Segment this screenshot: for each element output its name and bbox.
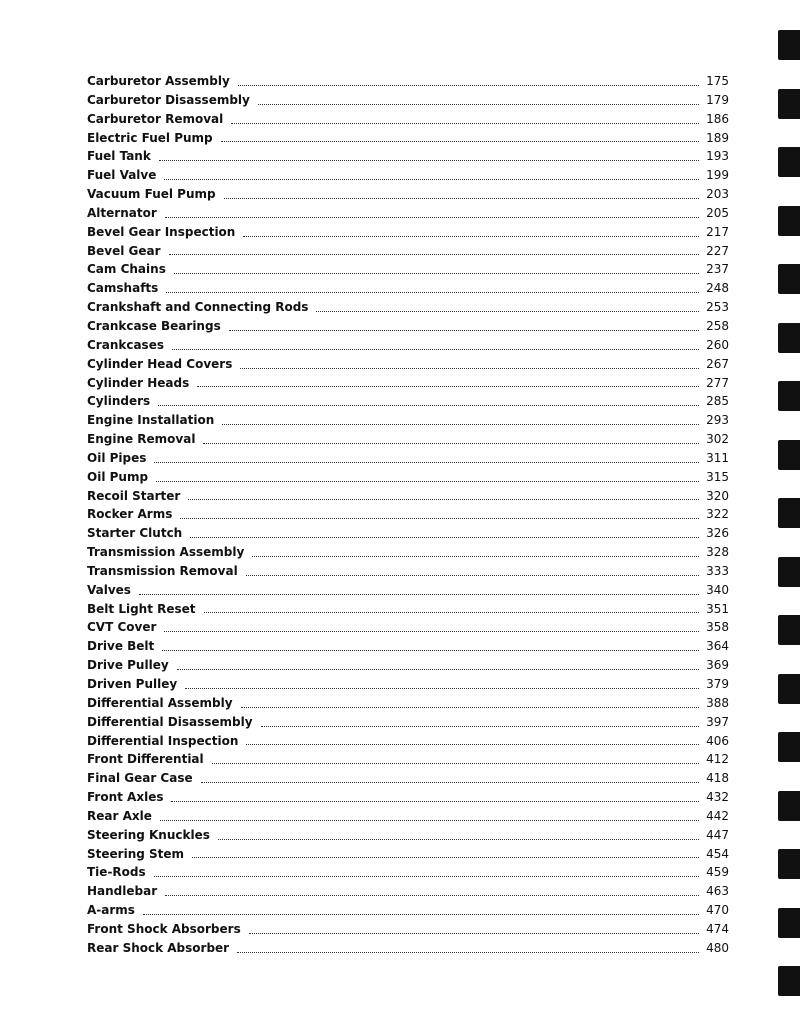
toc-entry-page-number: 237: [706, 262, 729, 277]
toc-entry[interactable]: [87, 581, 729, 600]
toc-entry[interactable]: [87, 732, 729, 751]
toc-entry-title: CVT Cover: [87, 620, 157, 635]
binding-hole: [778, 89, 800, 119]
binding-hole: [778, 732, 800, 762]
toc-entry[interactable]: [87, 411, 729, 430]
dot-leader: [162, 649, 699, 651]
toc-entry-page-number: 432: [706, 790, 729, 805]
toc-entry[interactable]: [87, 618, 729, 637]
toc-entry[interactable]: [87, 487, 729, 506]
toc-entry-title: Valves: [87, 582, 131, 597]
toc-entry[interactable]: [87, 260, 729, 279]
dot-leader: [249, 932, 699, 934]
toc-entry[interactable]: [87, 600, 729, 619]
dot-leader: [165, 216, 699, 218]
toc-entry[interactable]: [87, 430, 729, 449]
binding-hole: [778, 966, 800, 996]
toc-entry-page-number: 293: [706, 413, 729, 428]
dot-leader: [154, 875, 699, 877]
binding-hole: [778, 791, 800, 821]
toc-entry-title: Driven Pulley: [87, 677, 178, 691]
dot-leader: [316, 310, 699, 312]
binding-hole: [778, 908, 800, 938]
toc-entry[interactable]: [87, 826, 729, 845]
dot-leader: [204, 611, 699, 613]
toc-entry-page-number: 447: [706, 827, 729, 842]
toc-entry[interactable]: [87, 185, 729, 204]
binding-hole: [778, 206, 800, 236]
toc-entry[interactable]: [87, 204, 729, 223]
toc-entry-page-number: 364: [706, 639, 729, 654]
toc-entry[interactable]: [87, 788, 729, 807]
toc-entry-title: Differential Assembly: [87, 695, 233, 710]
toc-entry-title: Bevel Gear: [87, 243, 161, 258]
dot-leader: [246, 743, 699, 745]
dot-leader: [180, 517, 699, 519]
toc-entry[interactable]: [87, 317, 729, 336]
toc-entry-title: Alternator: [87, 205, 157, 220]
dot-leader: [252, 555, 699, 557]
toc-entry[interactable]: [87, 374, 729, 393]
dot-leader: [240, 367, 699, 369]
toc-entry-title: Crankshaft and Connecting Rods: [87, 300, 309, 315]
toc-entry-page-number: 205: [706, 205, 729, 220]
dot-leader: [166, 291, 699, 293]
dot-leader: [203, 442, 699, 444]
dot-leader: [229, 329, 699, 331]
toc-entry-title: Carburetor Assembly: [87, 74, 230, 88]
dot-leader: [171, 800, 699, 802]
dot-leader: [164, 630, 699, 632]
toc-entry-title: Drive Belt: [87, 639, 155, 654]
toc-entry[interactable]: [87, 901, 729, 920]
toc-entry-page-number: 379: [706, 677, 729, 691]
toc-entry-page-number: 311: [706, 450, 729, 465]
toc-entry[interactable]: [87, 863, 729, 882]
toc-entry-title: Belt Light Reset: [87, 601, 196, 616]
toc-entry[interactable]: [87, 336, 729, 355]
toc-entry[interactable]: [87, 769, 729, 788]
toc-entry-title: Fuel Valve: [87, 168, 157, 183]
binding-hole: [778, 615, 800, 645]
toc-entry-page-number: 175: [706, 74, 729, 88]
toc-entry-title: Engine Removal: [87, 432, 196, 447]
toc-entry-page-number: 369: [706, 658, 729, 673]
toc-entry-title: Cylinder Head Covers: [87, 356, 233, 371]
toc-entry-page-number: 302: [706, 432, 729, 447]
toc-entry-title: Engine Installation: [87, 413, 215, 428]
toc-entry[interactable]: [87, 279, 729, 298]
toc-entry-page-number: 320: [706, 488, 729, 503]
dot-leader: [192, 856, 699, 858]
dot-leader: [164, 178, 699, 180]
dot-leader: [156, 480, 699, 482]
binding-hole: [778, 30, 800, 60]
toc-entry[interactable]: [87, 694, 729, 713]
toc-entry[interactable]: [87, 675, 729, 694]
toc-entry[interactable]: [87, 713, 729, 732]
toc-entry-page-number: 463: [706, 884, 729, 899]
toc-entry-page-number: 258: [706, 318, 729, 333]
toc-entry-title: Steering Knuckles: [87, 827, 210, 842]
toc-entry[interactable]: [87, 562, 729, 581]
dot-leader: [258, 103, 699, 105]
dot-leader: [237, 951, 699, 953]
toc-entry-page-number: 326: [706, 526, 729, 541]
toc-entry-title: Differential Inspection: [87, 733, 239, 748]
toc-entry-title: Carburetor Removal: [87, 111, 224, 126]
toc-entry-page-number: 406: [706, 733, 729, 748]
toc-entry[interactable]: [87, 750, 729, 769]
dot-leader: [231, 122, 699, 124]
toc-entry[interactable]: [87, 91, 729, 110]
toc-entry[interactable]: [87, 845, 729, 864]
toc-entry-page-number: 480: [706, 940, 729, 955]
dot-leader: [188, 498, 699, 500]
toc-entry-page-number: 203: [706, 187, 729, 202]
toc-entry-page-number: 277: [706, 375, 729, 390]
binding-hole: [778, 557, 800, 587]
toc-entry-title: Carburetor Disassembly: [87, 92, 250, 107]
toc-entry-page-number: 217: [706, 224, 729, 239]
toc-entry[interactable]: [87, 882, 729, 901]
toc-entry-page-number: 227: [706, 243, 729, 258]
toc-entry[interactable]: [87, 505, 729, 524]
toc-entry-title: Transmission Removal: [87, 563, 238, 578]
spiral-binding: [774, 30, 800, 1030]
table-of-contents: [87, 72, 729, 958]
toc-entry-title: Oil Pump: [87, 469, 149, 484]
toc-entry[interactable]: [87, 147, 729, 166]
toc-entry-title: Steering Stem: [87, 846, 185, 861]
toc-entry[interactable]: [87, 524, 729, 543]
dot-leader: [154, 461, 699, 463]
toc-entry-title: Vacuum Fuel Pump: [87, 187, 216, 202]
toc-entry-title: Crankcase Bearings: [87, 318, 221, 333]
toc-entry-page-number: 322: [706, 507, 729, 522]
toc-entry-page-number: 358: [706, 620, 729, 635]
toc-entry-page-number: 179: [706, 92, 729, 107]
toc-entry-page-number: 260: [706, 337, 729, 352]
binding-hole: [778, 264, 800, 294]
toc-entry[interactable]: [87, 298, 729, 317]
binding-hole: [778, 147, 800, 177]
dot-leader: [185, 687, 699, 689]
toc-entry[interactable]: [87, 110, 729, 129]
toc-entry[interactable]: [87, 468, 729, 487]
toc-entry[interactable]: [87, 355, 729, 374]
toc-entry-page-number: 442: [706, 808, 729, 823]
toc-entry[interactable]: [87, 129, 729, 148]
dot-leader: [169, 253, 699, 255]
toc-entry-title: Starter Clutch: [87, 526, 183, 541]
dot-leader: [221, 140, 699, 142]
toc-entry-page-number: 351: [706, 601, 729, 616]
toc-entry[interactable]: [87, 656, 729, 675]
toc-entry-title: Front Shock Absorbers: [87, 921, 241, 936]
dot-leader: [238, 84, 699, 86]
dot-leader: [165, 894, 699, 896]
binding-hole: [778, 849, 800, 879]
toc-entry-page-number: 328: [706, 545, 729, 560]
toc-entry[interactable]: [87, 449, 729, 468]
toc-entry-page-number: 454: [706, 846, 729, 861]
toc-entry-page-number: 340: [706, 582, 729, 597]
dot-leader: [212, 762, 699, 764]
dot-leader: [174, 272, 699, 274]
toc-entry[interactable]: [87, 223, 729, 242]
dot-leader: [160, 819, 699, 821]
dot-leader: [190, 536, 699, 538]
toc-entry[interactable]: [87, 242, 729, 261]
dot-leader: [177, 668, 699, 670]
toc-entry-title: Tie-Rods: [87, 865, 146, 880]
toc-entry-title: Transmission Assembly: [87, 545, 245, 560]
toc-entry-title: Fuel Tank: [87, 149, 151, 164]
toc-entry-page-number: 315: [706, 469, 729, 484]
dot-leader: [246, 574, 699, 576]
toc-entry-title: Cylinders: [87, 394, 151, 409]
toc-entry-title: Drive Pulley: [87, 658, 169, 673]
toc-entry-page-number: 418: [706, 771, 729, 786]
toc-entry-title: Final Gear Case: [87, 771, 193, 786]
binding-hole: [778, 440, 800, 470]
dot-leader: [172, 348, 699, 350]
toc-entry-page-number: 470: [706, 903, 729, 918]
toc-entry-title: Front Axles: [87, 790, 164, 805]
dot-leader: [241, 706, 699, 708]
toc-entry-title: Front Differential: [87, 752, 204, 767]
toc-entry[interactable]: [87, 72, 729, 91]
toc-entry-title: Rear Axle: [87, 808, 152, 823]
toc-entry-page-number: 333: [706, 563, 729, 578]
toc-entry-page-number: 267: [706, 356, 729, 371]
toc-entry-title: Bevel Gear Inspection: [87, 224, 236, 239]
dot-leader: [261, 725, 699, 727]
toc-entry-title: Rocker Arms: [87, 507, 173, 522]
toc-entry-page-number: 474: [706, 921, 729, 936]
toc-entry-page-number: 412: [706, 752, 729, 767]
toc-entry-title: Differential Disassembly: [87, 714, 253, 729]
toc-entry-title: Handlebar: [87, 884, 158, 899]
toc-entry-page-number: 285: [706, 394, 729, 409]
toc-entry-title: Crankcases: [87, 337, 164, 352]
toc-entry-title: Recoil Starter: [87, 488, 181, 503]
dot-leader: [143, 913, 699, 915]
dot-leader: [201, 781, 699, 783]
binding-hole: [778, 674, 800, 704]
dot-leader: [139, 593, 699, 595]
toc-entry[interactable]: [87, 392, 729, 411]
dot-leader: [197, 385, 699, 387]
dot-leader: [243, 235, 699, 237]
dot-leader: [158, 404, 699, 406]
toc-entry[interactable]: [87, 637, 729, 656]
toc-entry-title: Cylinder Heads: [87, 375, 190, 390]
toc-entry-title: Electric Fuel Pump: [87, 130, 213, 145]
toc-entry-page-number: 193: [706, 149, 729, 164]
dot-leader: [159, 159, 699, 161]
toc-entry-page-number: 186: [706, 111, 729, 126]
toc-entry-title: Oil Pipes: [87, 450, 147, 465]
toc-entry[interactable]: [87, 543, 729, 562]
dot-leader: [218, 838, 699, 840]
toc-entry-title: Camshafts: [87, 281, 159, 296]
toc-entry[interactable]: [87, 920, 729, 939]
binding-hole: [778, 498, 800, 528]
toc-entry[interactable]: [87, 166, 729, 185]
toc-entry-page-number: 199: [706, 168, 729, 183]
toc-entry-page-number: 388: [706, 695, 729, 710]
binding-hole: [778, 381, 800, 411]
toc-entry-page-number: 397: [706, 714, 729, 729]
toc-entry-page-number: 189: [706, 130, 729, 145]
toc-entry-title: Rear Shock Absorber: [87, 940, 230, 955]
toc-entry-title: A-arms: [87, 903, 135, 918]
dot-leader: [222, 423, 699, 425]
toc-entry[interactable]: [87, 807, 729, 826]
toc-entry-title: Cam Chains: [87, 262, 166, 277]
toc-entry-page-number: 459: [706, 865, 729, 880]
binding-hole: [778, 323, 800, 353]
toc-entry-page-number: 253: [706, 300, 729, 315]
toc-entry[interactable]: [87, 939, 729, 958]
dot-leader: [224, 197, 699, 199]
toc-entry-page-number: 248: [706, 281, 729, 296]
